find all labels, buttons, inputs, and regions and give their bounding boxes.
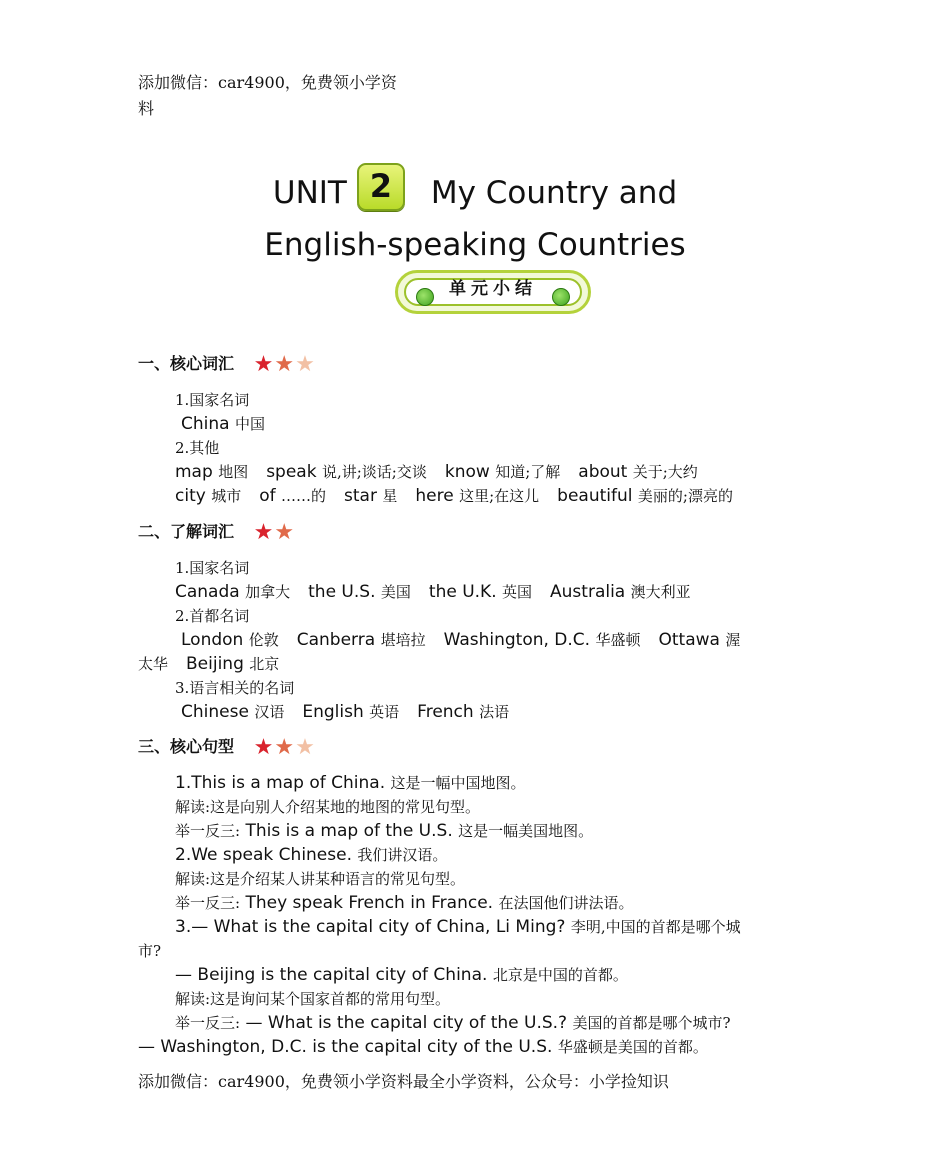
star-icon: ★ <box>274 520 295 545</box>
unit-number-badge: 2 <box>357 163 405 211</box>
core-vocab-words-row2: city 城市 of ……的 star 星 here 这里;在这儿 beautiful 美丽的;漂亮的 <box>175 486 733 506</box>
sentence-1-example: 举一反三: This is a map of the U.S. 这是一幅美国地图。 <box>175 821 594 841</box>
sentence-3-wrap: 市? <box>138 942 162 960</box>
rating-stars <box>254 354 316 377</box>
star-icon: ★ <box>295 735 315 760</box>
core-vocab-l2: 2.其他 <box>175 439 220 457</box>
star-icon: ★ <box>253 520 274 545</box>
sentence-1: 1.This is a map of China. 这是一幅中国地图。 <box>175 773 526 793</box>
section-heading-core-vocab: 一、核心词汇 ★★★ <box>138 352 315 377</box>
extra-vocab-l1: 1.国家名词 <box>175 559 250 577</box>
core-vocab-china: China 中国 <box>181 414 265 434</box>
unit-title-line1 <box>0 163 950 213</box>
sentence-1-note: 解读:这是向别人介绍某地的地图的常见句型。 <box>175 798 481 816</box>
footer-note: 添加微信：car4900，免费领小学资料最全小学资料，公众号：小学捡知识 <box>138 1072 669 1091</box>
header-note-line2: 料 <box>138 99 155 118</box>
unit-summary-label: 单元小结 <box>449 279 537 299</box>
rating-stars <box>254 737 316 760</box>
sentence-3-note: 解读:这是询问某个国家首都的常用句型。 <box>175 990 451 1008</box>
star-icon: ★ <box>295 352 315 377</box>
section-heading-extra-vocab: 二、了解词汇 ★★ <box>138 520 295 545</box>
sentence-3-example-answer: — Washington, D.C. is the capital city of the U.S. 华盛顿是美国的首都。 <box>138 1037 708 1057</box>
star-icon: ★ <box>253 735 274 760</box>
unit-title-rest: My Country and <box>430 175 678 211</box>
extra-vocab-countries: Canada 加拿大 the U.S. 美国 the U.K. 英国 Australia 澳大利亚 <box>175 582 691 602</box>
sentence-3-answer: — Beijing is the capital city of China. 北京是中国的首都。 <box>175 965 628 985</box>
sentence-2-example: 举一反三: They speak French in France. 在法国他们讲法语。 <box>175 893 634 913</box>
sentence-2: 2.We speak Chinese. 我们讲汉语。 <box>175 845 448 865</box>
unit-title-line2: English-speaking Countries <box>264 227 686 263</box>
header-note <box>138 70 458 122</box>
header-note-line1: 添加微信：car4900，免费领小学资 <box>138 73 397 92</box>
extra-vocab-l3: 3.语言相关的名词 <box>175 679 295 697</box>
unit-summary-badge <box>395 270 591 314</box>
extra-vocab-capitals: London 伦敦 Canberra 堪培拉 Washington, D.C. 华盛顿 Ottawa 渥 <box>181 630 741 650</box>
star-icon: ★ <box>253 352 274 377</box>
section-heading-sentences: 三、核心句型 ★★★ <box>138 735 315 760</box>
extra-vocab-l2: 2.首都名词 <box>175 607 250 625</box>
extra-vocab-languages: Chinese 汉语 English 英语 French 法语 <box>181 702 510 722</box>
core-vocab-words-row1: map 地图 speak 说,讲;谈话;交谈 know 知道;了解 about 关于;大约 <box>175 462 698 482</box>
extra-vocab-capitals-wrap: 太华 Beijing 北京 <box>138 654 280 674</box>
sentence-3: 3.— What is the capital city of China, Li Ming? 李明,中国的首都是哪个城 <box>175 917 741 937</box>
core-vocab-l1: 1.国家名词 <box>175 391 250 409</box>
rating-stars <box>254 522 295 545</box>
unit-word: UNIT <box>272 175 347 211</box>
sentence-2-note: 解读:这是介绍某人讲某种语言的常见句型。 <box>175 870 466 888</box>
sentence-3-example: 举一反三: — What is the capital city of the U.S.? 美国的首都是哪个城市? <box>175 1013 731 1033</box>
star-icon: ★ <box>274 735 295 760</box>
star-icon: ★ <box>274 352 295 377</box>
